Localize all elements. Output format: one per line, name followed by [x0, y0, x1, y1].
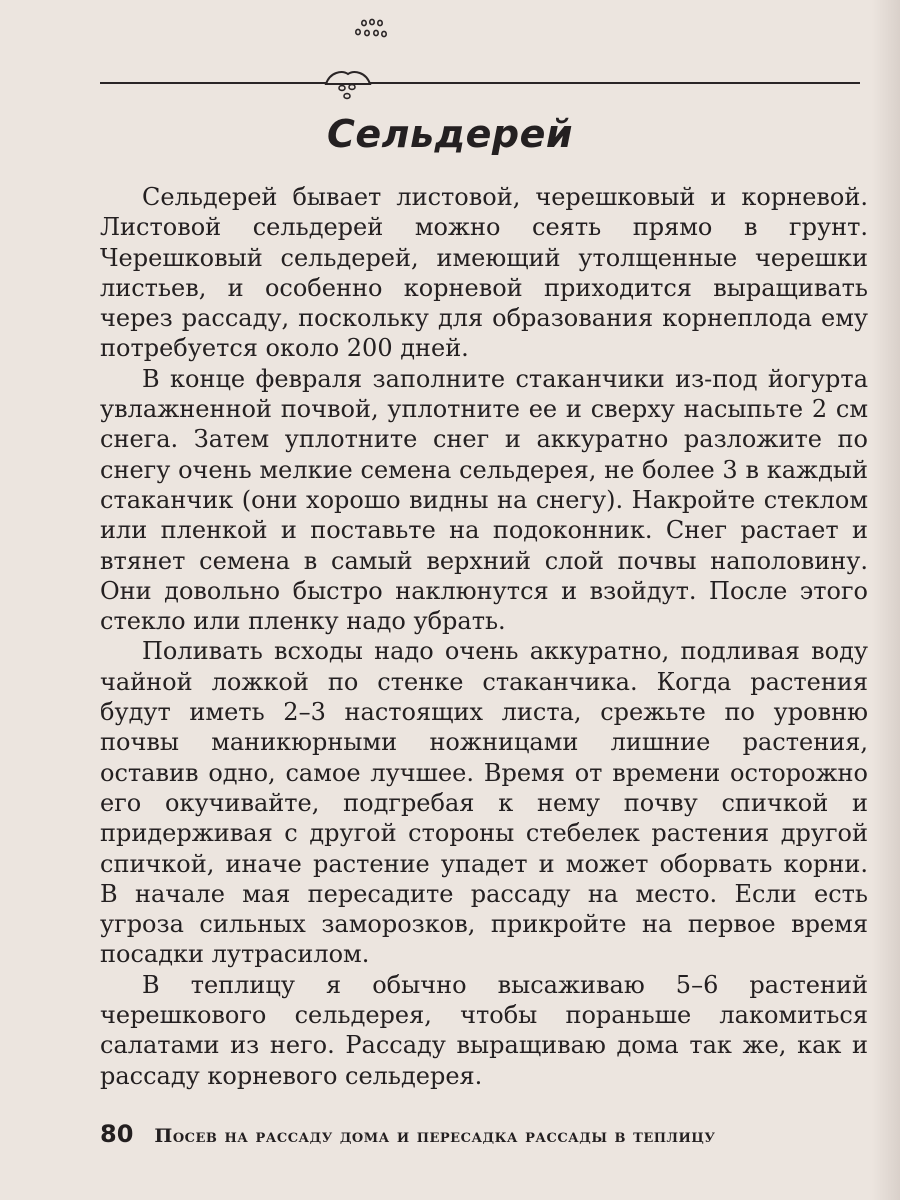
page-footer	[100, 1120, 800, 1148]
seed-bag-icon	[320, 68, 376, 104]
running-title: Посев на рассаду дома и пересадка рассады в теплицу	[154, 1125, 716, 1147]
paragraph: В теплицу я обычно высаживаю 5–6 растений черешкового сельдерея, чтобы пораньше лакомиться салатами из него. Рассаду выращиваю дома так же, как и рассаду корневого сельдерея.	[100, 970, 868, 1090]
seed-dots-icon	[350, 18, 392, 44]
paragraph: Сельдерей бывает листовой, черешковый и корневой. Листовой сельдерей можно сеять прямо в грунт. Черешковый сельдерей, имеющий утолщенные черешки листьев, и особенно корневой приходится выращивать через рассаду, поскольку для образования корнеплода ему потребуется около 200 дней.	[100, 183, 868, 363]
page-edge-shadow	[872, 0, 900, 1200]
header-rule	[100, 82, 860, 84]
paragraph: Поливать всходы надо очень аккуратно, подливая воду чайной ложкой по стенке стаканчика. Когда растения будут иметь 2–3 настоящих листа, срежьте по уровню почвы маникюрными ножницами лишние растения, оставив одно, самое лучшее. Время от времени осторожно его окучивайте, подгребая к нему почву спичкой и придерживая с другой стороны стебелек растения другой спичкой, иначе растение упадет и может оборвать корни. В начале мая пересадите рассаду на место. Если есть угроза сильных заморозков, прикройте на первое время посадки лутрасилом.	[100, 637, 868, 969]
article-body	[100, 182, 868, 1091]
paragraph: В конце февраля заполните стаканчики из-под йогурта увлажненной почвой, уплотните ее и сверху насыпьте 2 см снега. Затем уплотните снег и аккуратно разложите по снегу очень мелкие семена сельдерея, не более 3 в каждый стаканчик (они хорошо видны на снегу). Накройте стеклом или пленкой и поставьте на подоконник. Снег растает и втянет семена в самый верхний слой почвы наполовину. Они довольно быстро наклюнутся и взойдут. После этого стекло или пленку надо убрать.	[100, 364, 868, 636]
page-title: Сельдерей	[326, 112, 574, 156]
page-number: 80	[100, 1120, 134, 1148]
